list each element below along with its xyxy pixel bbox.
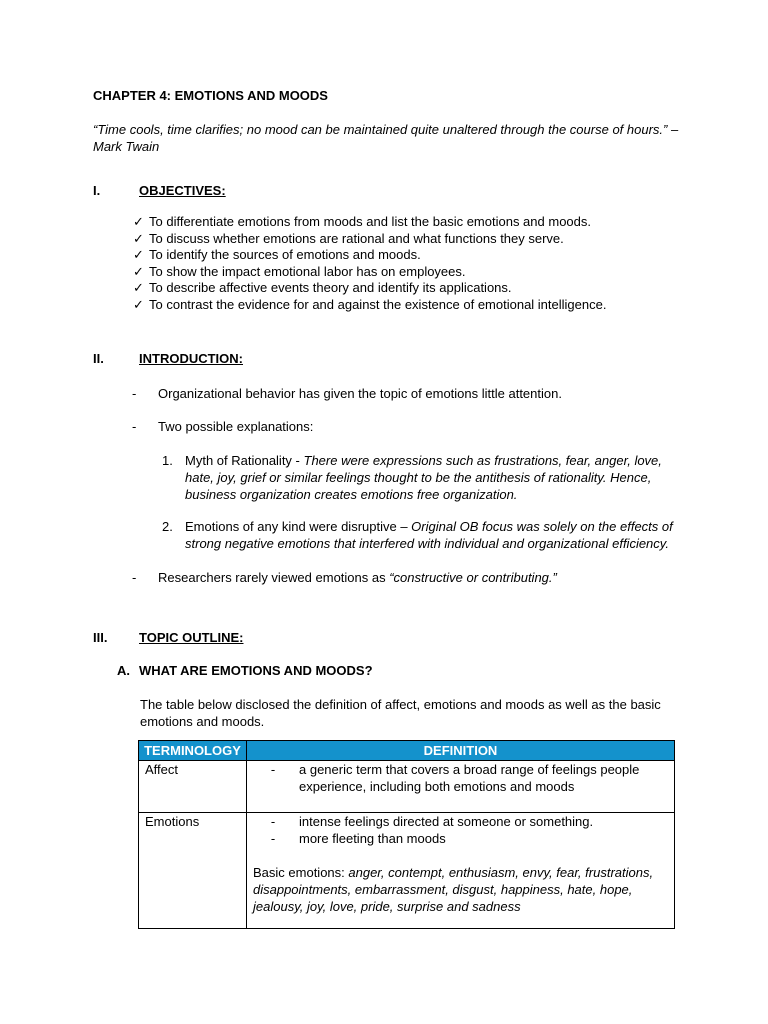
section-numeral: I. (93, 183, 101, 198)
quote-text: “Time cools, time clarifies; no mood can be maintained quite unaltered through the course of hours.” – (93, 122, 679, 137)
checkmark-icon: ✓ (133, 296, 144, 312)
basic-emotions: Basic emotions: anger, contempt, enthusiasm, envy, fear, frustrations, disappointments, embarrassment, disgust, happiness, hate, hope, jealousy, joy, love, pride, surprise and sadness (253, 865, 654, 914)
objectives-list (133, 214, 693, 314)
section-title: OBJECTIVES: (139, 183, 226, 198)
definition-bullet: - a generic term that covers a broad range of feelings people experience, including both emotions and moods (270, 762, 640, 794)
definition-table (138, 740, 675, 929)
section-numeral: III. (93, 630, 108, 645)
column-header-terminology: TERMINOLOGY (139, 741, 247, 761)
objective-item: ✓ To differentiate emotions from moods and list the basic emotions and moods. (133, 214, 591, 229)
section-title: TOPIC OUTLINE: (139, 630, 244, 645)
table-row (139, 813, 675, 929)
definition-cell (247, 761, 675, 813)
term-cell: Emotions (139, 813, 247, 929)
table-row (139, 761, 675, 813)
objective-item: ✓ To identify the sources of emotions and moods. (133, 247, 421, 263)
subsection-title: WHAT ARE EMOTIONS AND MOODS? (139, 663, 373, 678)
table-header-row (139, 741, 675, 761)
chapter-title: CHAPTER 4: EMOTIONS AND MOODS (93, 88, 328, 103)
table-intro: The table below disclosed the definition of affect, emotions and moods as well as the basic emotions and moods. (140, 697, 661, 729)
introduction-heading (93, 350, 243, 367)
intro-bullet: - Two possible explanations: (132, 419, 314, 434)
checkmark-icon: ✓ (133, 280, 144, 296)
objective-item: ✓ To contrast the evidence for and against the existence of emotional intelligence. (133, 296, 607, 312)
column-header-definition: DEFINITION (247, 741, 675, 761)
term-cell: Affect (139, 761, 247, 813)
checkmark-icon: ✓ (133, 230, 144, 246)
checkmark-icon: ✓ (133, 263, 144, 279)
checkmark-icon: ✓ (133, 247, 144, 263)
section-numeral: II. (93, 351, 104, 366)
definition-bullet: - more fleeting than moods (270, 831, 446, 846)
objectives-heading (93, 182, 226, 199)
objective-item: ✓ To show the impact emotional labor has on employees. (133, 263, 466, 279)
subsection-letter: A. (117, 663, 130, 678)
quote (93, 121, 693, 155)
intro-bullet: - Researchers rarely viewed emotions as “constructive or contributing.” (132, 570, 557, 585)
intro-bullet: - Organizational behavior has given the topic of emotions little attention. (132, 386, 562, 401)
explanation-item-1: 1. Myth of Rationality - There were expressions such as frustrations, fear, anger, love, hate, joy, grief or similar feelings thought to be the antithesis of rationality. Hence, business organization creates emotions free organization. (162, 453, 662, 502)
definition-cell (247, 813, 675, 929)
objective-item: ✓ To discuss whether emotions are rational and what functions they serve. (133, 230, 564, 246)
checkmark-icon: ✓ (133, 214, 144, 229)
objective-item: ✓ To describe affective events theory and identify its applications. (133, 280, 512, 296)
definition-bullet: - intense feelings directed at someone or something. (270, 814, 594, 829)
explanation-item-2: 2. Emotions of any kind were disruptive – Original OB focus was solely on the effects of strong negative emotions that interfered with individual and organizational efficiency. (162, 519, 673, 551)
subsection-a-heading (117, 662, 373, 679)
quote-author: Mark Twain (93, 139, 160, 154)
topic-outline-heading (93, 629, 243, 646)
section-title: INTRODUCTION: (139, 351, 243, 366)
